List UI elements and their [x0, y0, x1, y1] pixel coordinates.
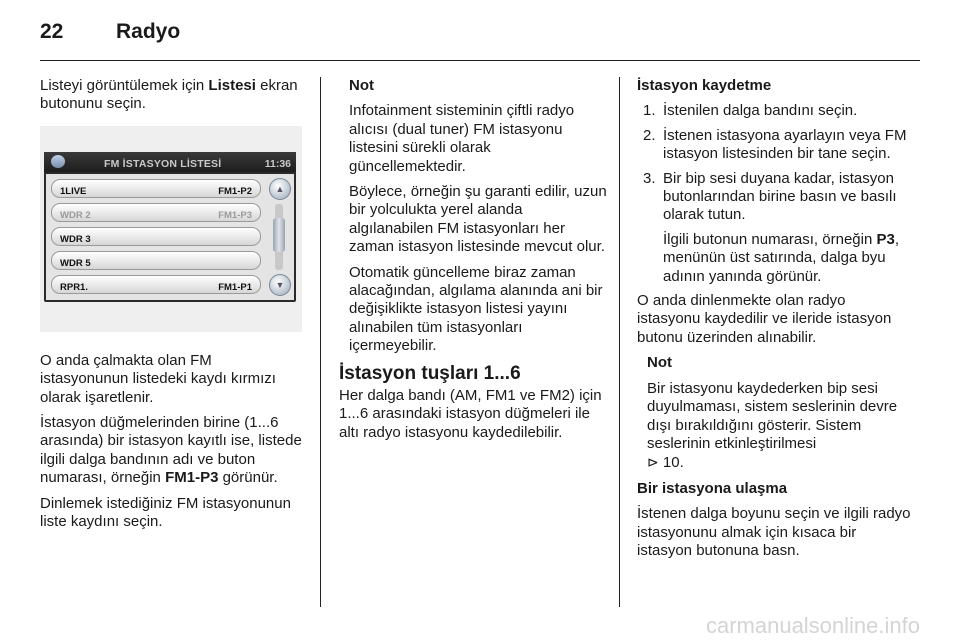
- list-scrollbar: [269, 178, 289, 296]
- paragraph-preset-info: İstasyon düğmelerinden birine (1...6 arasında) bir istasyon kayıtlı ise, listede ilgili dalga bandının adı ve buton numarası, örneğin FM1-P3 görünür.: [40, 414, 302, 487]
- station-list-screen-figure: [40, 126, 302, 332]
- scroll-thumb: [273, 218, 285, 252]
- note-paragraph: Bir istasyonu kaydederken bip sesi duyulmaması, sistem seslerinin devre dışı bırakıldığını gösterir. Sistem seslerinin etkinleştirilmesi ⊳ 10.: [647, 379, 898, 472]
- station-row: 1LIVE FM1-P2: [51, 179, 261, 198]
- paragraph-access: İstenen dalga boyunu seçin ve ilgili radyo istasyonunu almak için kısaca bir istasyon butonuna basn.: [637, 505, 911, 559]
- column-3: [637, 77, 912, 567]
- page-reference: 10.: [662, 454, 684, 472]
- header-rule: [40, 60, 920, 61]
- note-box: [637, 354, 912, 472]
- screen-title: FM İSTASYON LİSTESİ: [104, 157, 222, 170]
- save-steps-list: [637, 102, 912, 286]
- screen-clock: 11:36: [264, 157, 291, 170]
- station-row: RPR1. FM1-P1: [51, 275, 261, 294]
- note-title: Not: [349, 77, 374, 94]
- paragraph-saved: O anda dinlenmekte olan radyo istasyonu kaydedilir ve ileride istasyon butonu üzerinden alınabilir.: [637, 292, 892, 346]
- note-paragraph: Otomatik güncelleme biraz zaman alacağından, algılama alanında ani bir değişiklikte istasyon listesi yayını alınabilen tüm istasyonları içermeyebilir.: [349, 263, 603, 355]
- column-divider-1: [320, 77, 321, 607]
- note-paragraph: Infotainment sisteminin çiftli radyo alıcısı (dual tuner) FM istasyonu listesini sürekli olarak güncellemektedir.: [349, 102, 575, 175]
- list-item: 3. Bir bip sesi duyana kadar, istasyon butonlarından birine basın ve basılı olarak tutun. İlgili butonun numarası, örneğin P3, menünün üst satırında, dalga byu adının yanında görünür.: [637, 170, 912, 286]
- column-divider-2: [619, 77, 620, 607]
- column-1: [40, 77, 302, 538]
- note-box: [339, 77, 607, 356]
- station-row: WDR 5: [51, 251, 261, 270]
- note-title: Not: [647, 354, 672, 372]
- subsection-heading-save: İstasyon kaydetme: [637, 77, 772, 94]
- list-item: 1. İstenilen dalga bandını seçin.: [643, 102, 858, 120]
- infotainment-screen: [44, 152, 296, 302]
- page-title: Radyo: [116, 20, 181, 43]
- scroll-down-icon: ▼: [269, 274, 291, 296]
- paragraph-current-station: O anda çalmakta olan FM istasyonunun listedeki kaydı kırmızı olarak işaretlenir.: [40, 351, 276, 406]
- scroll-up-icon: ▲: [269, 178, 291, 200]
- station-list: [46, 174, 294, 300]
- station-row: WDR 3: [51, 227, 261, 246]
- subsection-heading-access: Bir istasyona ulaşma: [637, 479, 788, 497]
- page-number: 22: [40, 20, 64, 43]
- section-heading: İstasyon tuşları 1...6: [339, 362, 521, 384]
- watermark: carmanualsonline.info: [705, 613, 920, 638]
- station-row: WDR 2 FM1-P3: [51, 203, 261, 222]
- step-sub-paragraph: İlgili butonun numarası, örneğin P3, menünün üst satırında, dalga byu adının yanında görünür.: [663, 230, 899, 285]
- page-reference-icon: ⊳: [647, 454, 659, 471]
- paragraph-select-entry: Dinlemek istediğiniz FM istasyonunun liste kaydını seçin.: [40, 494, 291, 531]
- screen-title-bar: [44, 152, 296, 172]
- intro-paragraph: Listeyi görüntülemek için Listesi ekran butonunu seçin.: [40, 77, 298, 113]
- column-2: [339, 77, 607, 449]
- back-icon: [51, 155, 65, 168]
- section-paragraph: Her dalga bandı (AM, FM1 ve FM2) için 1...6 arasındaki istasyon düğmeleri ile altı radyo istasyonu kaydedilebilir.: [339, 386, 602, 441]
- list-item: 2. İstenen istasyona ayarlayın veya FM istasyon listesinden bir tane seçin.: [643, 126, 907, 163]
- note-paragraph: Böylece, örneğin şu garanti edilir, uzun bir yolculukta yerel alanda algılanabilen FM istasyonları her zaman istasyon listesinde mevcut olur.: [349, 183, 607, 256]
